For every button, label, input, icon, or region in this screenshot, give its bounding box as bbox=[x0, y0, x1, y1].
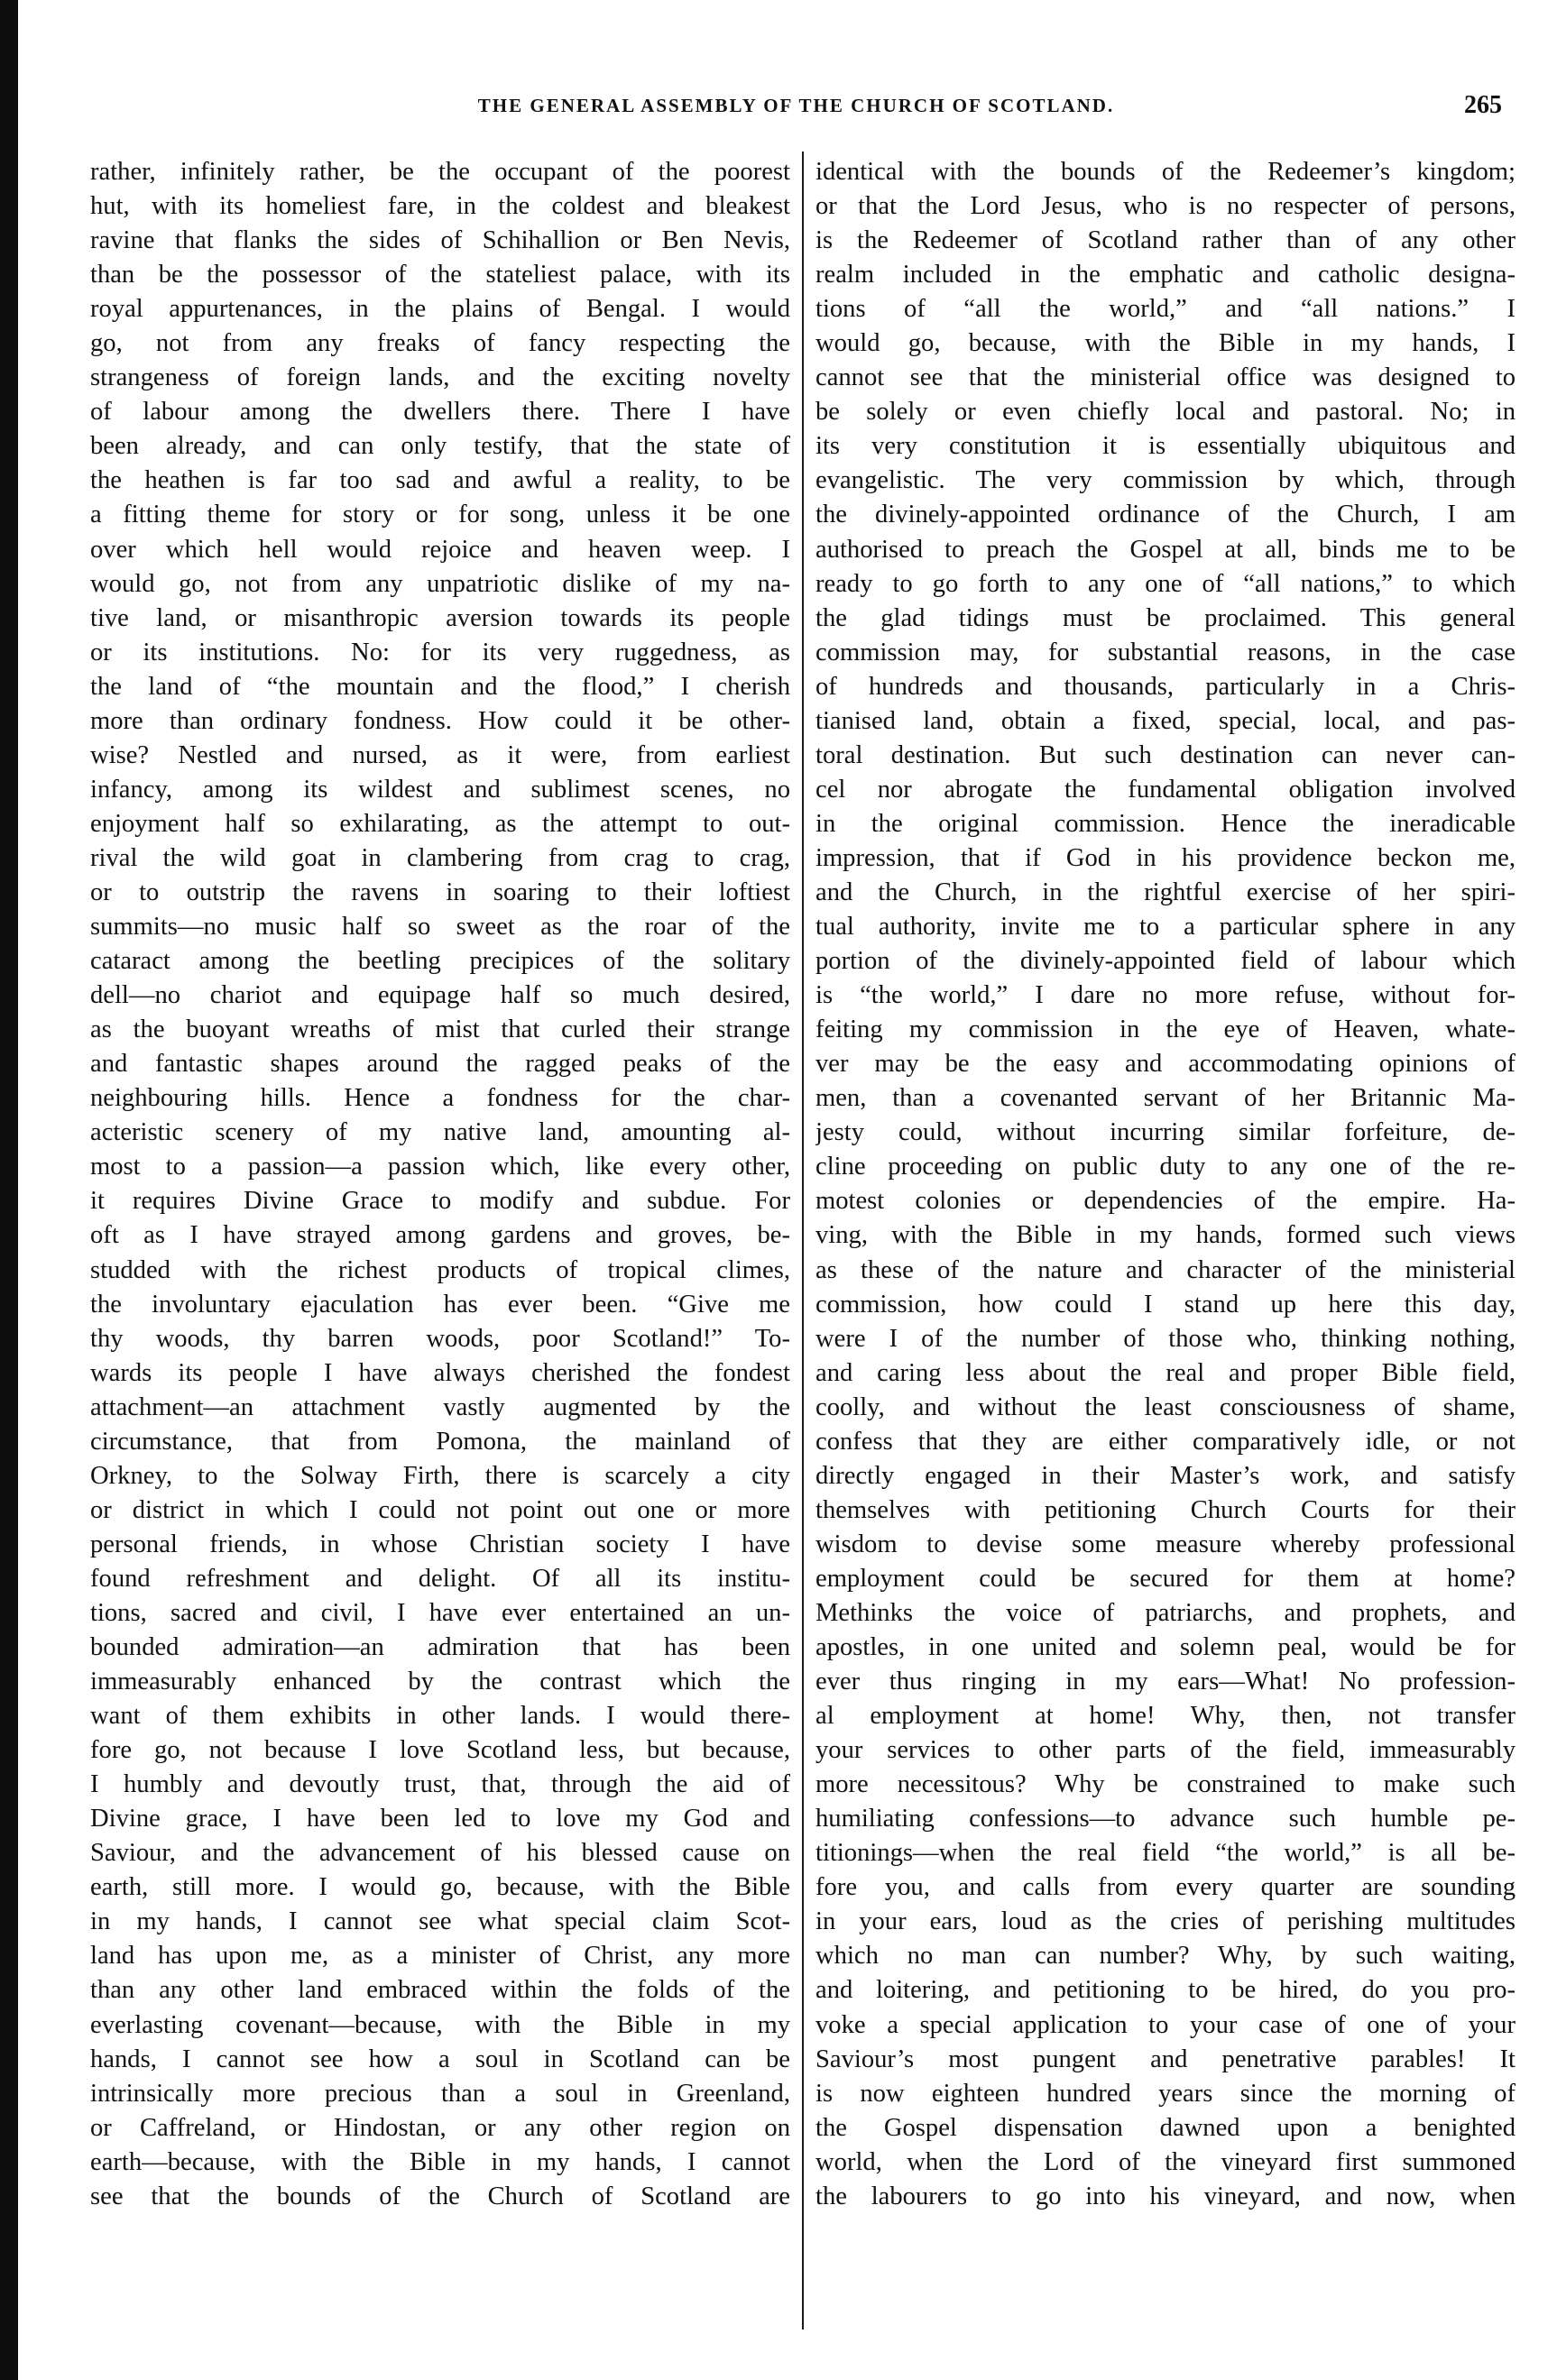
text-line: enjoyment half so exhilarating, as the attempt to out- bbox=[90, 809, 790, 838]
text-line: rather, infinitely rather, be the occupant of the poorest bbox=[90, 158, 790, 186]
text-line: fore you, and calls from every quarter are sounding bbox=[815, 1873, 1516, 1902]
text-line: motest colonies or dependencies of the empire. Ha- bbox=[815, 1187, 1516, 1216]
left-column bbox=[90, 155, 790, 2214]
text-line: personal friends, in whose Christian society I have bbox=[90, 1530, 790, 1558]
text-line: acteristic scenery of my native land, amounting al- bbox=[90, 1118, 790, 1147]
text-line: summits—no music half so sweet as the roar of the bbox=[90, 913, 790, 942]
text-line: it requires Divine Grace to modify and subdue. For bbox=[90, 1187, 790, 1216]
text-line: more than ordinary fondness. How could it be other- bbox=[90, 706, 790, 735]
scan-edge-shadow bbox=[0, 0, 18, 2380]
text-line: titionings—when the real field “the world,” is all be- bbox=[815, 1839, 1516, 1868]
text-line: or that the Lord Jesus, who is no respecter of persons, bbox=[815, 192, 1516, 221]
text-line: everlasting covenant—because, with the Bible in my bbox=[90, 2010, 790, 2039]
text-line: al employment at home! Why, then, not transfer bbox=[815, 1702, 1516, 1731]
text-line: Saviour’s most pungent and penetrative parables! It bbox=[815, 2045, 1516, 2073]
text-line: Methinks the voice of patriarchs, and prophets, and bbox=[815, 1598, 1516, 1627]
text-line: would go, because, with the Bible in my hands, I bbox=[815, 329, 1516, 358]
text-line: Orkney, to the Solway Firth, there is scarcely a city bbox=[90, 1461, 790, 1490]
text-line: its very constitution it is essentially ubiquitous and bbox=[815, 432, 1516, 461]
text-line: realm included in the emphatic and catholic designa- bbox=[815, 261, 1516, 289]
text-line: which no man can number? Why, by such waiting, bbox=[815, 1942, 1516, 1971]
text-line: in my hands, I cannot see what special claim Scot- bbox=[90, 1907, 790, 1936]
text-line: and loitering, and petitioning to be hired, do you pro- bbox=[815, 1976, 1516, 2005]
text-line: the divinely-appointed ordinance of the Church, I am bbox=[815, 501, 1516, 529]
text-line: or district in which I could not point out one or more bbox=[90, 1495, 790, 1524]
text-line: ving, with the Bible in my hands, formed such views bbox=[815, 1221, 1516, 1250]
text-line: rival the wild goat in clambering from crag to crag, bbox=[90, 843, 790, 872]
text-line: and the Church, in the rightful exercise of her spiri- bbox=[815, 878, 1516, 906]
text-line: tions, sacred and civil, I have ever entertained an un- bbox=[90, 1598, 790, 1627]
text-line: earth, still more. I would go, because, with the Bible bbox=[90, 1873, 790, 1902]
running-head bbox=[90, 91, 1502, 127]
text-line: in the original commission. Hence the ineradicable bbox=[815, 809, 1516, 838]
text-line: more necessitous? Why be constrained to make such bbox=[815, 1770, 1516, 1799]
text-line: voke a special application to your case of one of your bbox=[815, 2010, 1516, 2039]
text-line: coolly, and without the least consciousness of shame, bbox=[815, 1392, 1516, 1421]
text-line: humiliating confessions—to advance such humble pe- bbox=[815, 1805, 1516, 1833]
text-line: is the Redeemer of Scotland rather than of any other bbox=[815, 226, 1516, 255]
text-line: Saviour, and the advancement of his blessed cause on bbox=[90, 1839, 790, 1868]
text-line: or its institutions. No: for its very ruggedness, as bbox=[90, 638, 790, 666]
text-line: of labour among the dwellers there. There I have bbox=[90, 398, 790, 427]
text-line: found refreshment and delight. Of all its institu- bbox=[90, 1564, 790, 1593]
text-line: as these of the nature and character of the ministerial bbox=[815, 1255, 1516, 1284]
text-line: attachment—an attachment vastly augmented by the bbox=[90, 1392, 790, 1421]
text-line: cannot see that the ministerial office was designed to bbox=[815, 363, 1516, 392]
text-line: is “the world,” I dare no more refuse, without for- bbox=[815, 981, 1516, 1010]
text-line: than be the possessor of the stateliest palace, with its bbox=[90, 261, 790, 289]
text-line: Divine grace, I have been led to love my God and bbox=[90, 1805, 790, 1833]
text-line: over which hell would rejoice and heaven weep. I bbox=[90, 535, 790, 564]
text-line: ever thus ringing in my ears—What! No profession- bbox=[815, 1668, 1516, 1696]
text-line: tions of “all the world,” and “all nations.” I bbox=[815, 295, 1516, 324]
text-line: wards its people I have always cherished the fondest bbox=[90, 1358, 790, 1387]
running-title: THE GENERAL ASSEMBLY OF THE CHURCH OF SCOTLAND. bbox=[477, 95, 1115, 116]
text-line: and caring less about the real and proper Bible field, bbox=[815, 1358, 1516, 1387]
text-line: as the buoyant wreaths of mist that curled their strange bbox=[90, 1015, 790, 1044]
text-line: your services to other parts of the field, immeasurably bbox=[815, 1736, 1516, 1765]
text-line: hut, with its homeliest fare, in the coldest and bleakest bbox=[90, 192, 790, 221]
text-line: bounded admiration—an admiration that has been bbox=[90, 1633, 790, 1662]
text-line: identical with the bounds of the Redeemer’s kingdom; bbox=[815, 158, 1516, 186]
text-line: fore go, not because I love Scotland less, but because, bbox=[90, 1736, 790, 1765]
text-line: cataract among the beetling precipices of the solitary bbox=[90, 947, 790, 976]
text-line: or Caffreland, or Hindostan, or any other region on bbox=[90, 2113, 790, 2142]
text-line: most to a passion—a passion which, like every other, bbox=[90, 1153, 790, 1181]
text-line: employment could be secured for them at home? bbox=[815, 1564, 1516, 1593]
text-line: and fantastic shapes around the ragged peaks of the bbox=[90, 1050, 790, 1079]
text-line: the Gospel dispensation dawned upon a benighted bbox=[815, 2113, 1516, 2142]
text-line: circumstance, that from Pomona, the mainland of bbox=[90, 1427, 790, 1456]
text-line: land has upon me, as a minister of Christ, any more bbox=[90, 1942, 790, 1971]
text-line: ravine that flanks the sides of Schihallion or Ben Nevis, bbox=[90, 226, 790, 255]
right-column bbox=[815, 155, 1516, 2214]
text-line: earth—because, with the Bible in my hands, I cannot bbox=[90, 2147, 790, 2176]
text-line: authorised to preach the Gospel at all, binds me to be bbox=[815, 535, 1516, 564]
text-line: be solely or even chiefly local and pastoral. No; in bbox=[815, 398, 1516, 427]
text-line: themselves with petitioning Church Courts for their bbox=[815, 1495, 1516, 1524]
text-line: world, when the Lord of the vineyard first summoned bbox=[815, 2147, 1516, 2176]
text-line: directly engaged in their Master’s work, and satisfy bbox=[815, 1461, 1516, 1490]
text-line: were I of the number of those who, thinking nothing, bbox=[815, 1324, 1516, 1353]
text-line: is now eighteen hundred years since the morning of bbox=[815, 2079, 1516, 2108]
text-line: men, than a covenanted servant of her Britannic Ma- bbox=[815, 1084, 1516, 1113]
text-line: ver may be the easy and accommodating opinions of bbox=[815, 1050, 1516, 1079]
text-line: a fitting theme for story or for song, unless it be one bbox=[90, 501, 790, 529]
text-line: than any other land embraced within the folds of the bbox=[90, 1976, 790, 2005]
text-line: immeasurably enhanced by the contrast which the bbox=[90, 1668, 790, 1696]
text-line: would go, not from any unpatriotic dislike of my na- bbox=[90, 569, 790, 598]
text-line: cel nor abrogate the fundamental obligation involved bbox=[815, 775, 1516, 804]
text-line: of hundreds and thousands, particularly in a Chris- bbox=[815, 672, 1516, 701]
text-line: commission may, for substantial reasons, in the case bbox=[815, 638, 1516, 666]
text-line: tual authority, invite me to a particular sphere in any bbox=[815, 913, 1516, 942]
text-line: jesty could, without incurring similar forfeiture, de- bbox=[815, 1118, 1516, 1147]
text-line: royal appurtenances, in the plains of Bengal. I would bbox=[90, 295, 790, 324]
text-line: the involuntary ejaculation has ever been. “Give me bbox=[90, 1290, 790, 1319]
text-line: strangeness of foreign lands, and the exciting novelty bbox=[90, 363, 790, 392]
text-line: oft as I have strayed among gardens and groves, be- bbox=[90, 1221, 790, 1250]
text-line: or to outstrip the ravens in soaring to their loftiest bbox=[90, 878, 790, 906]
text-line: confess that they are either comparatively idle, or not bbox=[815, 1427, 1516, 1456]
text-line: intrinsically more precious than a soul in Greenland, bbox=[90, 2079, 790, 2108]
text-line: been already, and can only testify, that the state of bbox=[90, 432, 790, 461]
text-line: the labourers to go into his vineyard, and now, when bbox=[815, 2182, 1516, 2210]
text-line: apostles, in one united and solemn peal, would be for bbox=[815, 1633, 1516, 1662]
text-line: neighbouring hills. Hence a fondness for the char- bbox=[90, 1084, 790, 1113]
text-line: toral destination. But such destination can never can- bbox=[815, 740, 1516, 769]
text-line: tianised land, obtain a fixed, special, local, and pas- bbox=[815, 706, 1516, 735]
text-line: infancy, among its wildest and sublimest scenes, no bbox=[90, 775, 790, 804]
text-line: the land of “the mountain and the flood,” I cherish bbox=[90, 672, 790, 701]
text-line: I humbly and devoutly trust, that, through the aid of bbox=[90, 1770, 790, 1799]
text-line: the heathen is far too sad and awful a reality, to be bbox=[90, 466, 790, 495]
text-line: portion of the divinely-appointed field of labour which bbox=[815, 947, 1516, 976]
text-line: thy woods, thy barren woods, poor Scotland!” To- bbox=[90, 1324, 790, 1353]
text-line: impression, that if God in his providence beckon me, bbox=[815, 843, 1516, 872]
text-line: feiting my commission in the eye of Heaven, whate- bbox=[815, 1015, 1516, 1044]
text-line: tive land, or misanthropic aversion towards its people bbox=[90, 603, 790, 632]
text-line: go, not from any freaks of fancy respecting the bbox=[90, 329, 790, 358]
text-line: commission, how could I stand up here this day, bbox=[815, 1290, 1516, 1319]
text-line: cline proceeding on public duty to any one of the re- bbox=[815, 1153, 1516, 1181]
text-line: in your ears, loud as the cries of perishing multitudes bbox=[815, 1907, 1516, 1936]
text-line: want of them exhibits in other lands. I would there- bbox=[90, 1702, 790, 1731]
text-line: hands, I cannot see how a soul in Scotland can be bbox=[90, 2045, 790, 2073]
page-number: 265 bbox=[1464, 91, 1502, 119]
text-line: studded with the richest products of tropical climes, bbox=[90, 1255, 790, 1284]
text-line: ready to go forth to any one of “all nations,” to which bbox=[815, 569, 1516, 598]
text-line: wisdom to devise some measure whereby professional bbox=[815, 1530, 1516, 1558]
text-line: wise? Nestled and nursed, as it were, from earliest bbox=[90, 740, 790, 769]
column-divider bbox=[802, 152, 804, 2329]
text-line: see that the bounds of the Church of Scotland are bbox=[90, 2182, 790, 2210]
text-line: evangelistic. The very commission by which, through bbox=[815, 466, 1516, 495]
text-line: the glad tidings must be proclaimed. This general bbox=[815, 603, 1516, 632]
text-line: dell—no chariot and equipage half so much desired, bbox=[90, 981, 790, 1010]
